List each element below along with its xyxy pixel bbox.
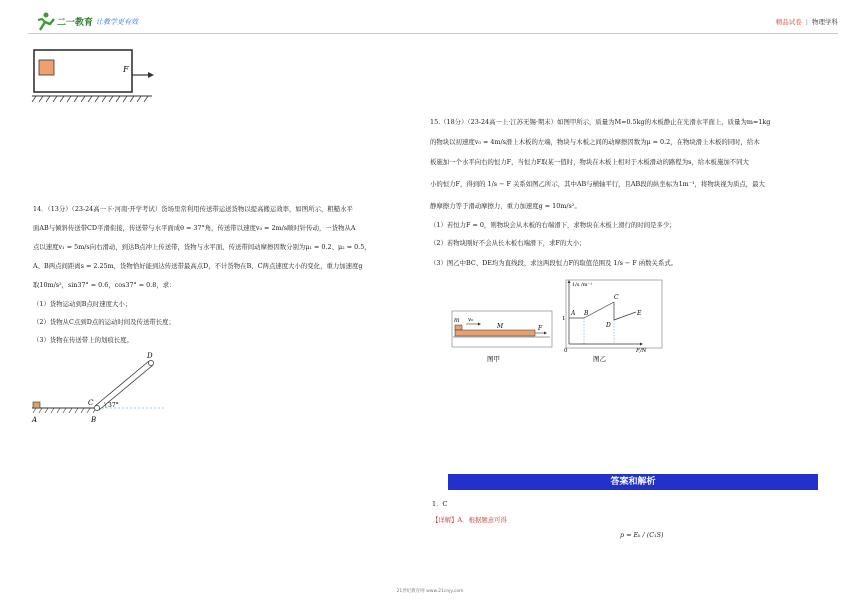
q15-line: （3）图乙中BC、DE均为直线段，求这两段恒力F的取值范围及 1/s − F 函数关系式。: [430, 259, 678, 267]
caption-yi: 图乙: [593, 355, 606, 363]
label-M: M: [497, 323, 504, 330]
q15-line: 小的恒力F，得到的 1/s − F 关系如图乙所示，其中AB与横轴平行，且AB段的纵坐标为1m⁻¹，将物块视为质点，最大: [430, 180, 765, 188]
q15-line: 板施加一个水平向右的恒力F，当恒力F取某一值时，物块在木板上相对于木板滑动的路程为s，给木板施加不同大: [430, 158, 749, 166]
q15-line: 静摩擦力等于滑动摩擦力，重力加速度g = 10m/s²。: [430, 202, 581, 210]
figure-yi: [556, 278, 666, 368]
yi-E: E: [637, 310, 642, 317]
yi-D: D: [606, 322, 611, 329]
force-label: F: [123, 65, 129, 74]
yi-ytick: 1: [562, 316, 566, 322]
yi-origin: 0: [564, 348, 568, 354]
label-B: B: [91, 416, 97, 424]
formula: p = Eₖ / (C₁S): [620, 531, 664, 539]
subject: 物理学科: [812, 18, 838, 26]
separator: |: [805, 18, 808, 26]
label-A: A: [32, 416, 38, 424]
yi-A: A: [571, 310, 576, 317]
q14-line: 取10m/s²，sin37° = 0.6，cos37° = 0.8，求：: [33, 281, 176, 289]
q15-line: （1）若恒力F = 0，则物块会从木板的右端滑下，求物块在木板上滑行的时间是多少；: [430, 221, 676, 229]
label-m: m: [454, 317, 460, 324]
figure-conveyor: [28, 352, 168, 424]
yi-xlabel: F/N: [636, 348, 647, 354]
q15-line: 15.（18分）（23-24高一上·江苏无锡·期末）如图甲所示，质量为M=0.5kg的木板静止在光滑水平面上，质量为m=1kg: [430, 118, 771, 126]
q14-line: 面AB与倾斜传送带CD平滑衔接，传送带与水平面成θ = 37°角，传送带以速度v₀ = 2m/s顺时针传动，一货物从A: [33, 224, 356, 232]
figure-box-force: [30, 46, 160, 106]
header-right: [776, 17, 838, 26]
q14-line: A、B两点间距离s = 2.25m，货物恰好能到达传送带最高点D，不计货物在B、C两点速度大小的变化，重力加速度g: [33, 262, 363, 270]
answers-section-title: 答案和解析: [448, 474, 818, 490]
yi-B: B: [584, 310, 589, 317]
footer: 21世纪教育网 www.21cnjy.com: [396, 589, 464, 594]
q14-line: 点以速度v₁ = 5m/s向右滑动，到达B点冲上传送带，货物与水平面、传送带间动摩擦因数分别为μ₁ = 0.2、μ₂ = 0.5，: [33, 243, 371, 251]
slogan: 让教学更有效: [96, 18, 138, 26]
answer-1: 1．C: [432, 500, 448, 508]
label-D: D: [147, 352, 153, 360]
label-v0: v₀: [468, 317, 474, 323]
tag: 精品试卷: [775, 18, 802, 26]
q15-line: （2）若物块刚好不会从长木板右端滑下，求F的大小；: [430, 239, 586, 247]
answer-1-detail: 【详解】A．根据题意可得: [432, 516, 507, 524]
q14-line: （2）货物从C点到D点的运动时间及传送带长度；: [33, 318, 175, 326]
logo-text: 二一教育: [57, 18, 94, 28]
angle-label: 37°: [108, 402, 119, 409]
yi-ylabel: 1/s /m⁻¹: [572, 282, 593, 288]
header-divider: [28, 33, 838, 34]
q14-line: （1）货物运动到B点时速度大小；: [33, 300, 132, 308]
q15-line: 的物块以初速度v₀ = 4m/s滑上木板的左端，物块与木板之间的动摩擦因数为μ = 0.2，在物块滑上木板的同时，给木: [430, 138, 760, 146]
figure-jia: [450, 310, 556, 366]
label-C: C: [88, 399, 94, 407]
q14-line: 14．（13分）（23-24高一下·河南·开学考试）货场里常利用传送带运送货物以提高搬运效率，如图所示，粗糙水平: [33, 205, 353, 213]
caption-jia: 图甲: [487, 355, 500, 363]
q14-line: （3）货物在传送带上的划痕长度。: [33, 336, 133, 344]
label-F: F: [538, 325, 543, 332]
yi-C: C: [614, 294, 619, 301]
